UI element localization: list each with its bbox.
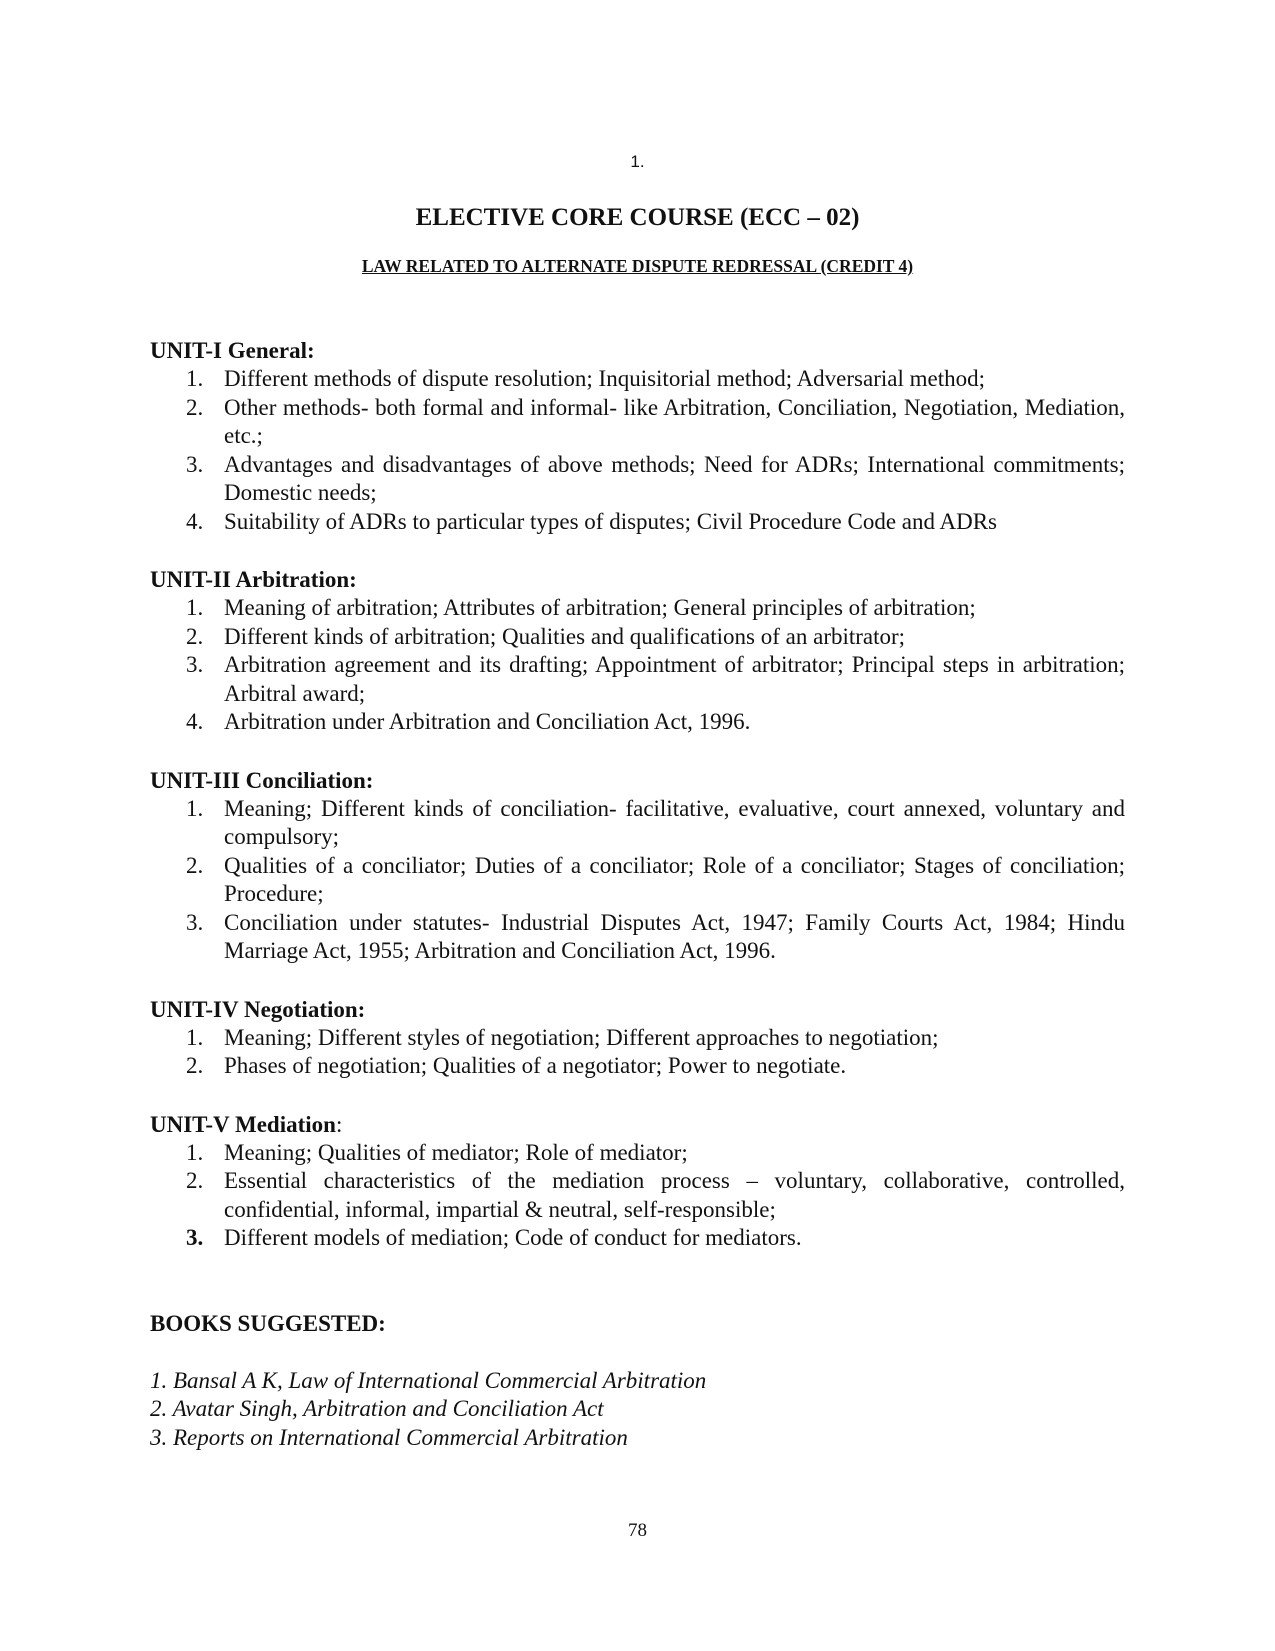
item-number: 2.	[186, 852, 204, 878]
list-item	[186, 795, 1125, 852]
item-number: 1.	[186, 795, 204, 821]
list-item	[186, 508, 1125, 537]
item-text: Meaning; Qualities of mediator; Role of mediator;	[224, 1139, 688, 1165]
unit-heading: UNIT-V Mediation:	[150, 1111, 343, 1137]
item-text: Other methods- both formal and informal- like Arbitration, Conciliation, Negotiation, Mediation, etc.;	[224, 394, 1125, 448]
item-number: 1.	[186, 595, 204, 620]
item-number: 3.	[186, 652, 204, 677]
book-item: 1. Bansal A K, Law of International Commercial Arbitration	[150, 1367, 707, 1393]
list-item	[186, 365, 1125, 394]
unit-items	[150, 365, 1125, 536]
item-number: 2.	[186, 623, 204, 649]
course-title: ELECTIVE CORE COURSE (ECC – 02)	[415, 204, 860, 231]
item-number: 2.	[186, 394, 204, 420]
list-item	[186, 451, 1125, 508]
course-subtitle: LAW RELATED TO ALTERNATE DISPUTE REDRESSAL (CREDIT 4)	[361, 256, 914, 276]
unit-heading: UNIT-I General:	[150, 338, 315, 363]
list-item	[186, 651, 1125, 708]
list-item	[186, 1139, 1125, 1168]
books-section	[150, 1311, 1125, 1453]
item-number: 3.	[186, 1225, 204, 1250]
item-number: 2.	[186, 1053, 204, 1078]
list-item	[186, 594, 1125, 623]
unit-1	[150, 337, 1125, 536]
item-number: 4.	[186, 709, 204, 734]
item-text: Essential characteristics of the mediation process – voluntary, collaborative, controlled, confidential, informal, impartial & neutral, self-responsible;	[224, 1168, 1125, 1222]
list-item	[186, 1052, 1125, 1081]
item-text: Phases of negotiation; Qualities of a negotiator; Power to negotiate.	[224, 1053, 847, 1078]
list-item	[186, 852, 1125, 909]
unit-heading: UNIT-II Arbitration:	[150, 567, 357, 592]
item-text: Meaning; Different kinds of conciliation- facilitative, evaluative, court annexed, voluntary and compulsory;	[224, 795, 1125, 849]
books-heading: BOOKS SUGGESTED:	[150, 1310, 386, 1336]
item-number: 2.	[186, 1168, 204, 1193]
unit-items	[150, 1139, 1125, 1253]
list-item	[186, 708, 1125, 737]
unit-items	[150, 594, 1125, 737]
item-number: 1.	[186, 366, 204, 391]
unit-heading: UNIT-III Conciliation:	[150, 767, 374, 793]
unit-5	[150, 1111, 1125, 1253]
list-item	[186, 1224, 1125, 1253]
item-text: Arbitration under Arbitration and Conciliation Act, 1996.	[224, 709, 751, 734]
item-text: Different methods of dispute resolution; Inquisitorial method; Adversarial method;	[224, 366, 985, 391]
list-item	[186, 909, 1125, 966]
item-text: Suitability of ADRs to particular types of disputes; Civil Procedure Code and ADRs	[224, 508, 997, 534]
list-item	[186, 394, 1125, 451]
list-item	[186, 1024, 1125, 1053]
book-item: 3. Reports on International Commercial Arbitration	[150, 1424, 628, 1450]
book-item: 2. Avatar Singh, Arbitration and Conciliation Act	[150, 1396, 604, 1421]
unit-items	[150, 1024, 1125, 1081]
item-text: Different models of mediation; Code of conduct for mediators.	[224, 1225, 802, 1250]
list-item	[186, 1167, 1125, 1224]
page-number: 78	[628, 1520, 647, 1541]
list-item	[186, 623, 1125, 652]
item-text: Different kinds of arbitration; Qualities and qualifications of an arbitrator;	[224, 623, 906, 649]
unit-3	[150, 767, 1125, 966]
books-list	[150, 1367, 1125, 1453]
syllabus-content	[150, 337, 1125, 1452]
item-text: Advantages and disadvantages of above methods; Need for ADRs; International commitments; Domestic needs;	[224, 451, 1125, 505]
unit-4	[150, 996, 1125, 1081]
unit-items	[150, 795, 1125, 966]
item-text: Arbitration agreement and its drafting; Appointment of arbitrator; Principal steps in arbitration; Arbitral award;	[224, 652, 1125, 706]
item-number: 1.	[186, 1024, 204, 1050]
item-text: Qualities of a conciliator; Duties of a conciliator; Role of a conciliator; Stages of conciliation; Procedure;	[224, 852, 1125, 906]
item-text: Meaning of arbitration; Attributes of arbitration; General principles of arbitration;	[224, 595, 976, 620]
item-number: 4.	[186, 508, 204, 534]
item-text: Meaning; Different styles of negotiation; Different approaches to negotiation;	[224, 1024, 939, 1050]
unit-heading: UNIT-IV Negotiation:	[150, 996, 366, 1022]
section-number: 1.	[630, 152, 645, 171]
item-number: 1.	[186, 1139, 204, 1165]
item-number: 3.	[186, 909, 204, 935]
item-text: Conciliation under statutes- Industrial Disputes Act, 1947; Family Courts Act, 1984; Hindu Marriage Act, 1955; Arbitration and Conciliation Act, 1996.	[224, 909, 1125, 963]
item-number: 3.	[186, 451, 204, 477]
unit-2	[150, 566, 1125, 737]
